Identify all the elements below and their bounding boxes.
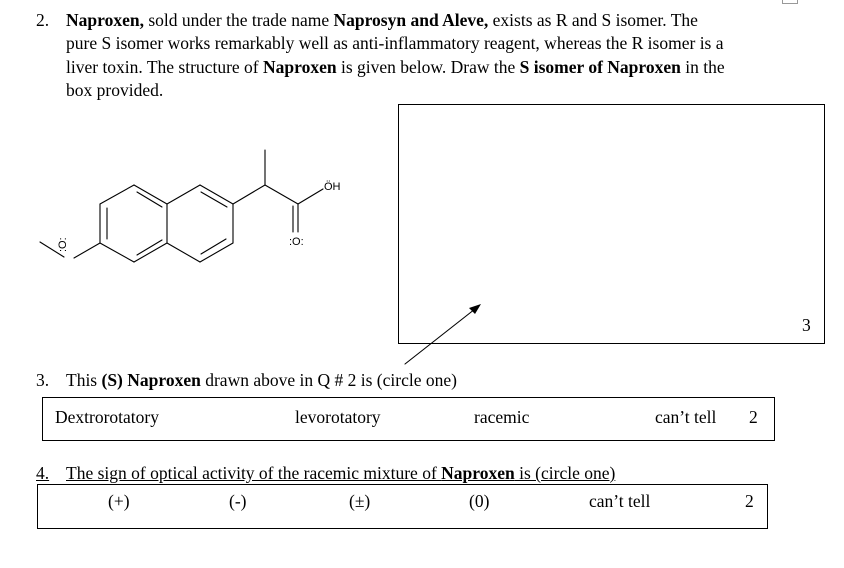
- text-segment: box provided.: [66, 79, 164, 100]
- q3-option-cant-tell[interactable]: can’t tell: [655, 407, 717, 427]
- q3-points: 2: [749, 407, 758, 427]
- bold-text: (S) Naproxen: [101, 370, 201, 390]
- text-segment: sold under the trade name: [143, 10, 334, 30]
- text-segment: exists as R and S isomer. The: [488, 10, 698, 30]
- q3-options-box: [42, 397, 775, 441]
- text-segment: is (circle one): [514, 463, 616, 483]
- q4-text: [66, 462, 615, 485]
- text-segment: is given below. Draw the: [336, 56, 520, 77]
- q3-text: [66, 369, 457, 392]
- bold-text: S isomer of Naproxen: [519, 56, 681, 77]
- text-segment: drawn above in Q # 2 is (circle one): [200, 370, 457, 390]
- bold-text: Naproxen,: [66, 10, 144, 30]
- text-segment: The sign of optical activity of the racemic mixture of: [66, 463, 442, 483]
- q4-number: 4.: [36, 463, 50, 483]
- q4-options-box: [37, 484, 768, 529]
- bold-text: Naprosyn and Aleve,: [333, 10, 489, 30]
- q4-option-minus[interactable]: (-): [229, 491, 247, 511]
- ether-oxygen-label: :O:: [57, 237, 69, 252]
- q4-points: 2: [745, 491, 754, 511]
- bold-text: Naproxen: [441, 463, 515, 483]
- q4-option-plus-minus[interactable]: (±): [349, 491, 371, 511]
- carbonyl-oxygen-label: :O:: [289, 236, 304, 248]
- text-segment: in the: [680, 56, 725, 77]
- text-segment: liver toxin. The structure of: [66, 56, 263, 77]
- drawing-answer-box[interactable]: [398, 104, 825, 344]
- text-segment: pure S isomer works remarkably well as anti-inflammatory reagent, whereas the R isomer is a: [66, 33, 724, 54]
- q4-option-cant-tell[interactable]: can’t tell: [589, 491, 651, 511]
- q4-option-plus[interactable]: (+): [108, 491, 130, 511]
- q3-option-racemic[interactable]: racemic: [474, 407, 530, 427]
- oh-label: ÖH: [324, 181, 341, 193]
- q3-number: 3.: [36, 370, 50, 390]
- q2-number: 2.: [36, 10, 50, 30]
- q3-option-levorotatory[interactable]: levorotatory: [295, 407, 381, 427]
- q3-option-dextrorotatory[interactable]: Dextrorotatory: [55, 407, 159, 427]
- q2-points: 3: [802, 315, 811, 335]
- q4-option-zero[interactable]: (0): [469, 491, 490, 511]
- bold-text: Naproxen: [263, 56, 337, 77]
- text-segment: This: [66, 370, 102, 390]
